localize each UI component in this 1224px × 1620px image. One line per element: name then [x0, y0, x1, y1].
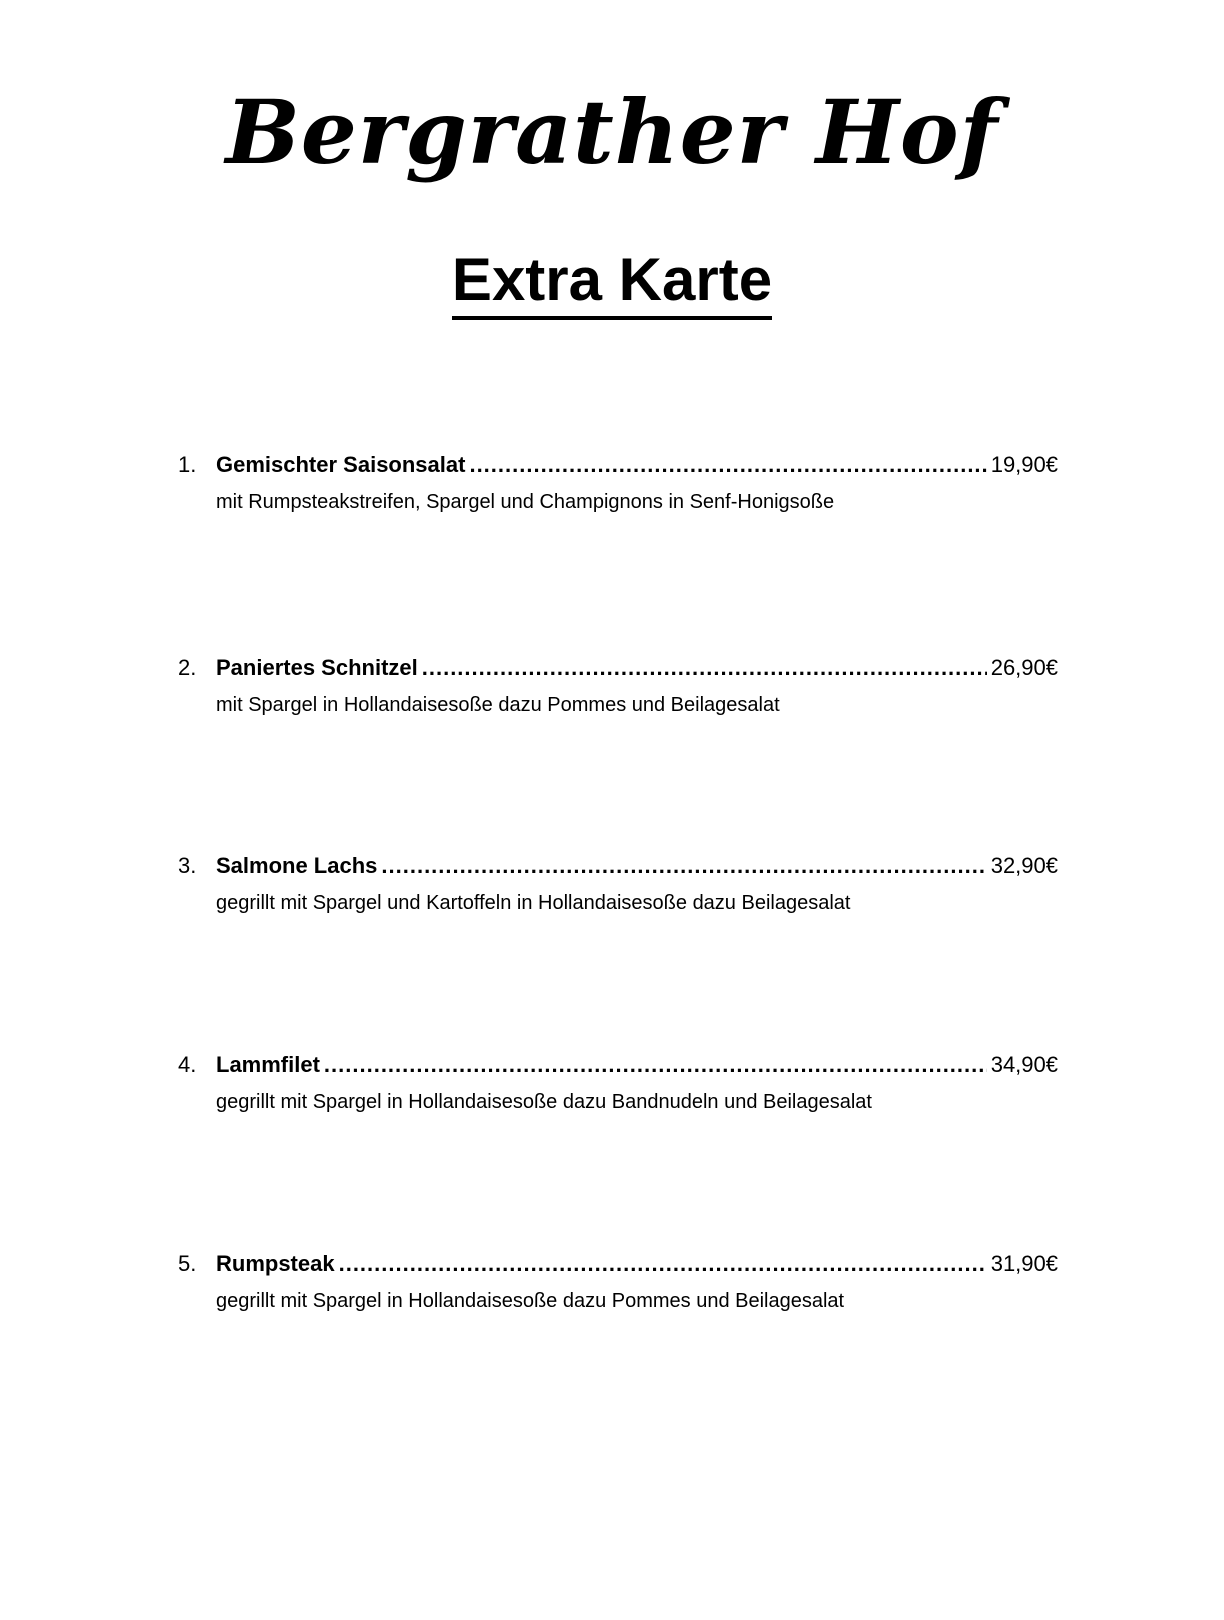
item-name: Salmone Lachs [216, 853, 378, 878]
item-description: gegrillt mit Spargel in Hollandaisesoße dazu Pommes und Beilagesalat [216, 1290, 845, 1312]
item-description: gegrillt mit Spargel und Kartoffeln in Hollandaisesoße dazu Beilagesalat [216, 892, 851, 914]
item-price: 26,90€ [990, 655, 1058, 680]
dot-leader [324, 1050, 987, 1080]
item-price: 34,90€ [990, 1052, 1058, 1077]
item-number: 2. [178, 655, 197, 680]
dot-leader [381, 851, 986, 881]
menu-item [178, 450, 1058, 516]
item-price: 19,90€ [990, 452, 1058, 477]
item-price: 32,90€ [990, 853, 1058, 878]
dot-leader [469, 450, 986, 480]
dot-leader [339, 1249, 987, 1279]
menu-item-line [178, 851, 1058, 881]
item-number: 5. [178, 1251, 197, 1276]
item-description: gegrillt mit Spargel in Hollandaisesoße dazu Bandnudeln und Beilagesalat [216, 1091, 872, 1113]
item-price: 31,90€ [990, 1251, 1058, 1276]
menu-item [178, 1050, 1058, 1116]
menu-item [178, 851, 1058, 917]
menu-item-line [178, 653, 1058, 683]
dot-leader [422, 653, 987, 683]
item-name: Lammfilet [216, 1052, 320, 1077]
menu-item [178, 1249, 1058, 1315]
menu-item [178, 653, 1058, 719]
item-number: 3. [178, 853, 197, 878]
item-number: 1. [178, 452, 197, 477]
item-description: mit Spargel in Hollandaisesoße dazu Pommes und Beilagesalat [216, 694, 780, 716]
restaurant-name: Bergrather Hof [225, 80, 999, 184]
item-description: mit Rumpsteakstreifen, Spargel und Champignons in Senf-Honigsoße [216, 491, 835, 513]
menu-title-text: Extra Karte [452, 250, 772, 320]
menu-title [0, 246, 1224, 320]
item-name: Paniertes Schnitzel [216, 655, 418, 680]
item-name: Gemischter Saisonsalat [216, 452, 466, 477]
menu-item-line [178, 1050, 1058, 1080]
item-number: 4. [178, 1052, 197, 1077]
menu-item-line [178, 1249, 1058, 1279]
item-name: Rumpsteak [216, 1251, 335, 1276]
menu-item-line [178, 450, 1058, 480]
